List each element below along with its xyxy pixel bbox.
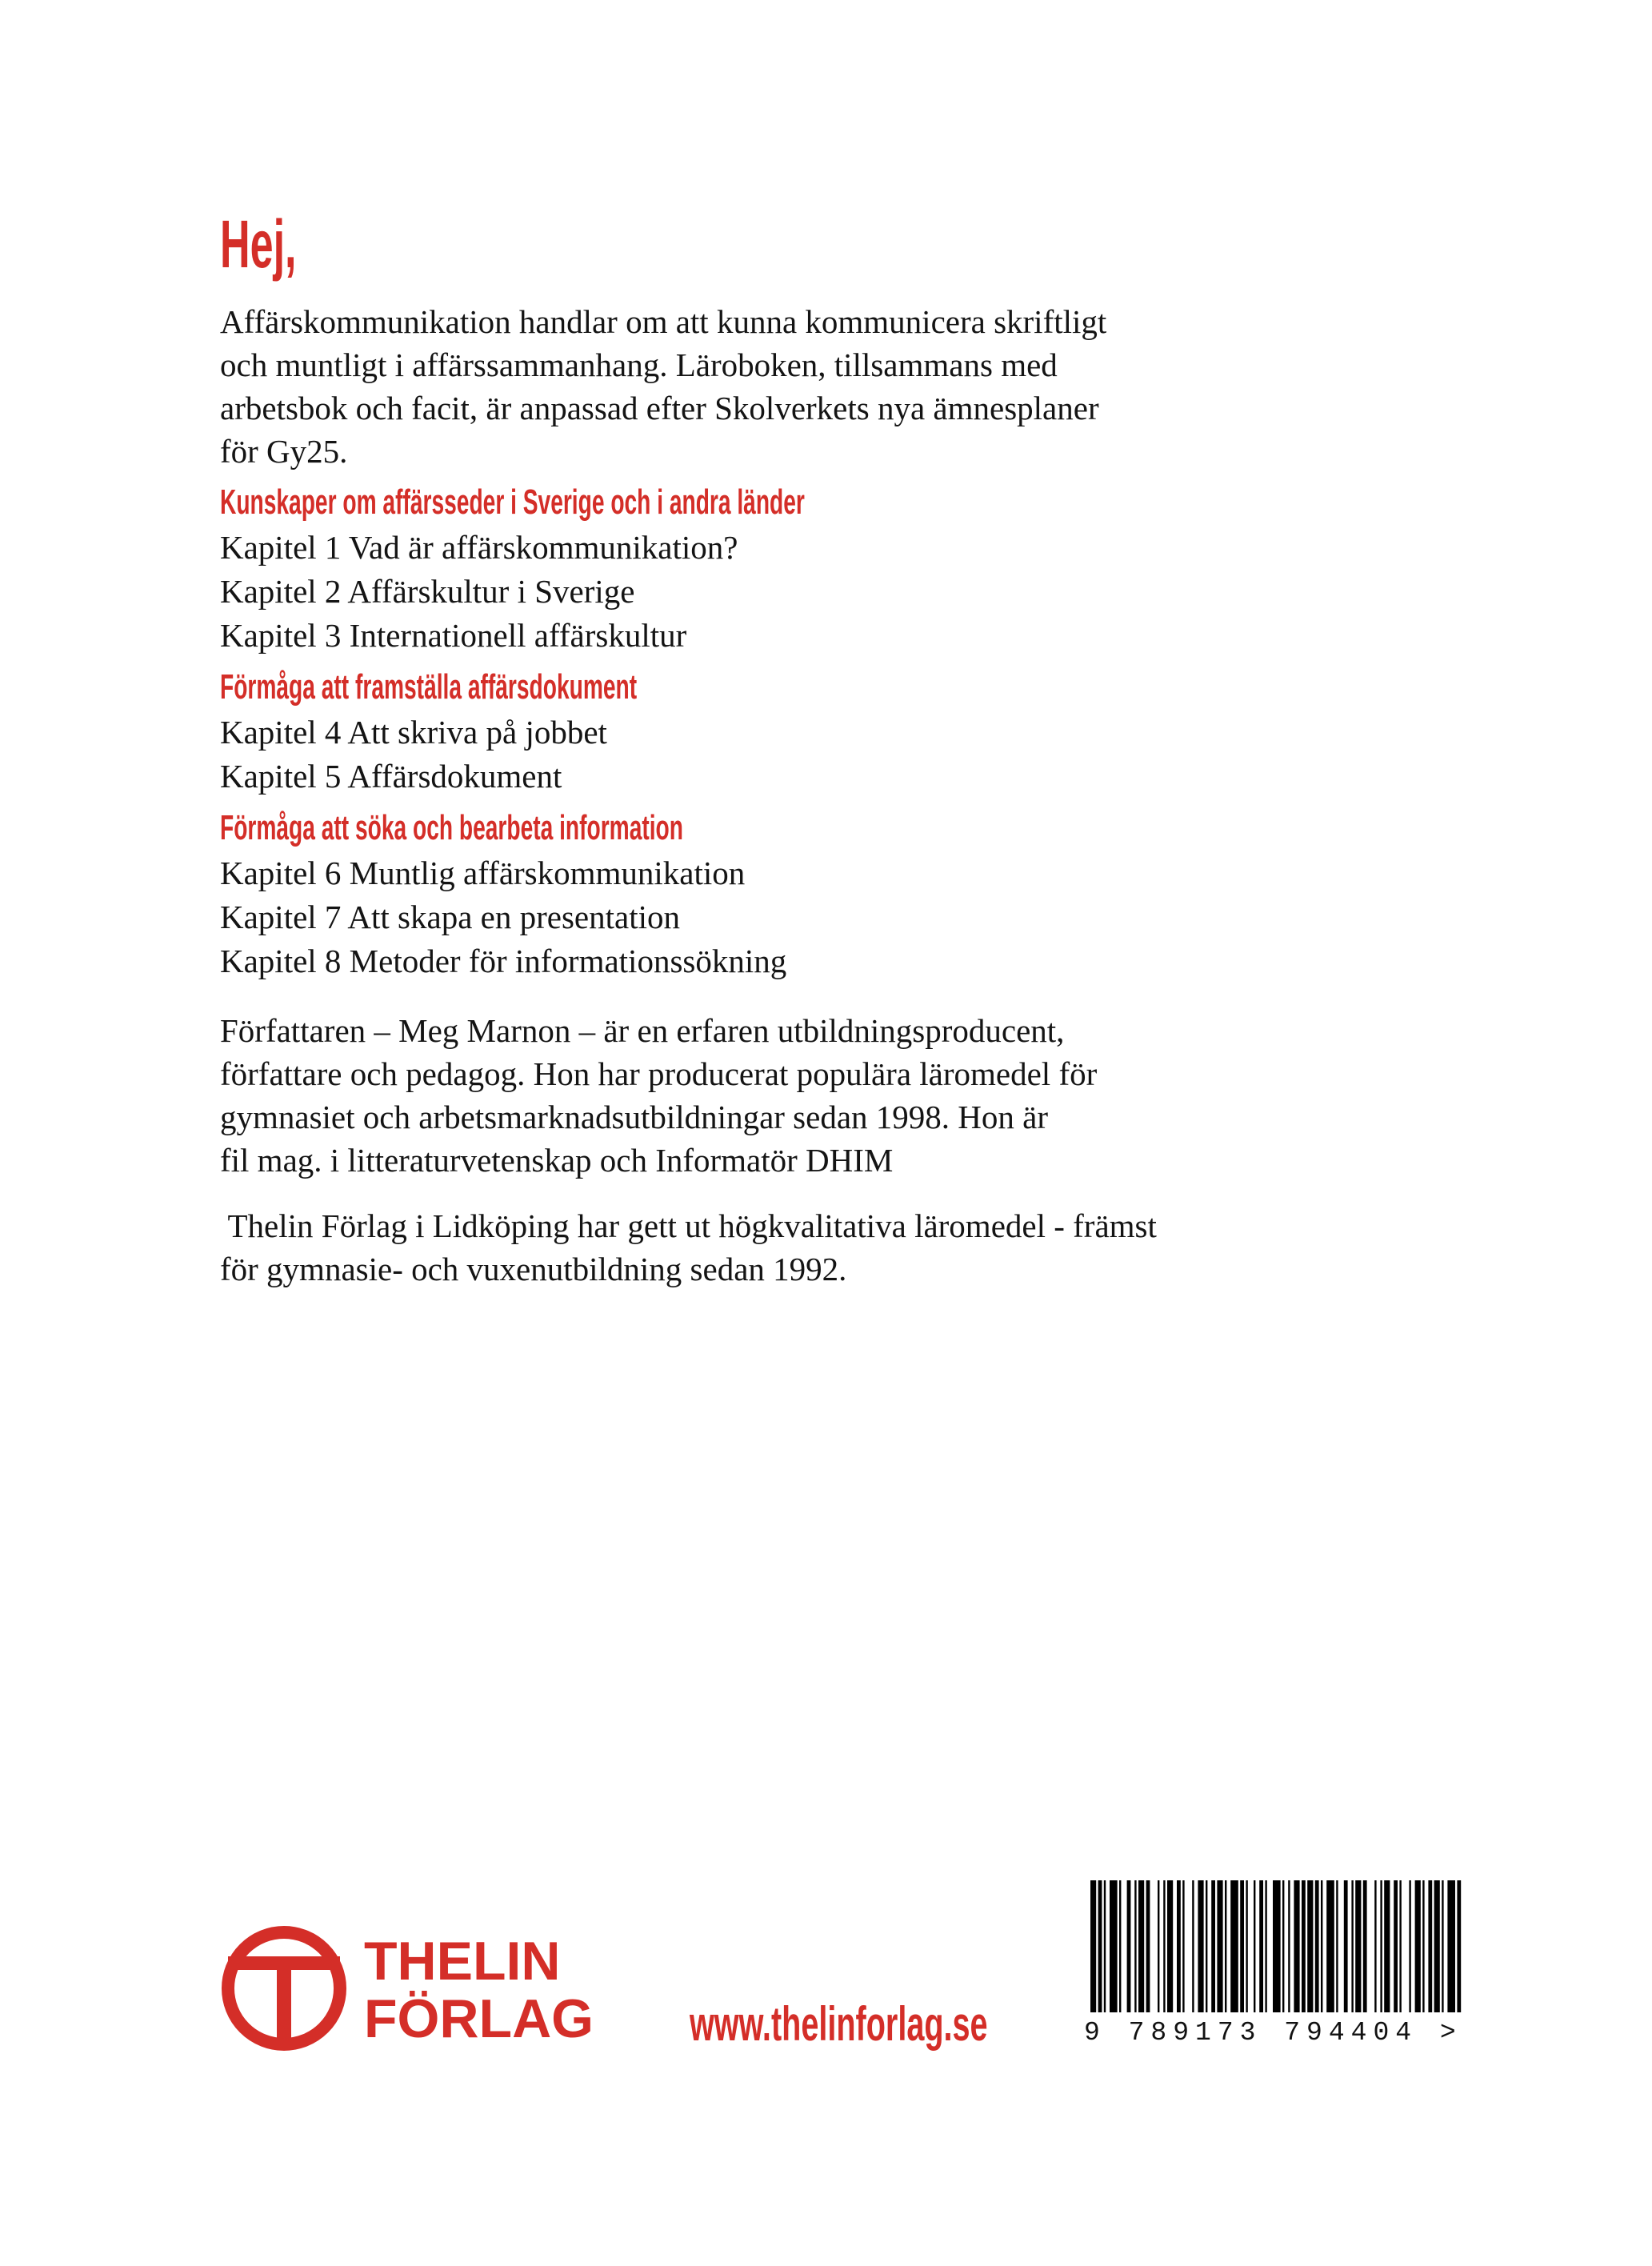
barcode-bar — [1428, 1880, 1432, 2012]
chapter-item: Kapitel 4 Att skriva på jobbet — [220, 714, 607, 751]
chapter-item: Kapitel 3 Internationell affärskultur — [220, 617, 687, 654]
author-line: Författaren – Meg Marnon – är en erfaren utbildningsproducent, — [220, 1012, 1065, 1049]
barcode-bar — [1192, 1880, 1194, 2012]
barcode-bar — [1182, 1880, 1184, 2012]
publisher-line: Thelin Förlag i Lidköping har gett ut högkvalitativa läromedel - främst — [220, 1207, 1157, 1244]
section-heading: Kunskaper om affärsseder i Sverige och i andra länder — [220, 482, 805, 522]
publisher-paragraph — [220, 1204, 1420, 1291]
chapter-item: Kapitel 7 Att skapa en presentation — [220, 899, 680, 935]
barcode-bar — [1326, 1880, 1334, 2012]
barcode-bar — [1090, 1880, 1096, 2012]
barcode-bar — [1273, 1880, 1281, 2012]
barcode-bar — [1363, 1880, 1367, 2012]
isbn-number: 9 789173 794404 > — [1084, 2018, 1462, 2048]
greeting-heading: Hej, — [220, 206, 297, 282]
barcode-bar — [1134, 1880, 1136, 2012]
barcode-bar — [1288, 1880, 1290, 2012]
section-information — [220, 805, 1420, 983]
barcode-bar — [1457, 1880, 1461, 2012]
barcode-bar — [1265, 1880, 1266, 2012]
barcode-bar — [1321, 1880, 1322, 2012]
barcode-bar — [1104, 1880, 1106, 2012]
barcode-bar — [1355, 1880, 1361, 2012]
intro-line: Affärskommunikation handlar om att kunna kommunicera skriftligt — [220, 303, 1107, 340]
barcode-bar — [1217, 1880, 1222, 2012]
barcode-bar — [1422, 1880, 1424, 2012]
logo-line-2: FÖRLAG — [364, 1988, 594, 2049]
barcode-bar — [1307, 1880, 1313, 2012]
barcode-bar — [1434, 1880, 1440, 2012]
barcode-bar — [1177, 1880, 1181, 2012]
barcode-bar — [1447, 1880, 1455, 2012]
barcode-bar — [1380, 1880, 1382, 2012]
barcode-bar — [1415, 1880, 1421, 2012]
barcode-bar — [1198, 1880, 1203, 2012]
barcode-bar — [1394, 1880, 1398, 2012]
barcode-bar — [1409, 1880, 1410, 2012]
barcode-bar — [1206, 1880, 1207, 2012]
barcode-bar — [1442, 1880, 1443, 2012]
barcode-bar — [1138, 1880, 1144, 2012]
chapter-item: Kapitel 5 Affärsdokument — [220, 758, 562, 795]
chapter-item: Kapitel 8 Metoder för informationssökning — [220, 943, 787, 979]
barcode-bar — [1384, 1880, 1390, 2012]
barcode-bar — [1146, 1880, 1150, 2012]
barcode-bar — [1225, 1880, 1226, 2012]
section-heading: Förmåga att söka och bearbeta information — [220, 808, 683, 847]
barcode-bar — [1098, 1880, 1102, 2012]
barcode-bar — [1294, 1880, 1299, 2012]
thelin-t-circle-logo-icon — [220, 1924, 348, 2052]
barcode-bar — [1336, 1880, 1338, 2012]
barcode-bar — [1119, 1880, 1121, 2012]
author-line: fil mag. i litteraturvetenskap och Informatör DHIM — [220, 1142, 894, 1179]
barcode-bar — [1230, 1880, 1238, 2012]
back-cover-text — [220, 204, 1420, 1291]
barcode-bar — [1211, 1880, 1215, 2012]
author-paragraph — [220, 1009, 1420, 1182]
barcode-bar — [1246, 1880, 1247, 2012]
website-link[interactable]: www.thelinforlag.se — [690, 1997, 988, 2051]
author-line: gymnasiet och arbetsmarknadsutbildningar sedan 1998. Hon är — [220, 1099, 1048, 1135]
barcode-bar — [1302, 1880, 1306, 2012]
author-line: författare och pedagog. Hon har producerat populära läromedel för — [220, 1055, 1098, 1092]
barcode-bar — [1163, 1880, 1165, 2012]
barcode-bar — [1259, 1880, 1263, 2012]
intro-line: arbetsbok och facit, är anpassad efter Skolverkets nya ämnesplaner — [220, 390, 1099, 426]
chapter-item: Kapitel 2 Affärskultur i Sverige — [220, 573, 635, 610]
barcode-bar — [1315, 1880, 1319, 2012]
chapter-item: Kapitel 6 Muntlig affärskommunikation — [220, 855, 746, 891]
intro-line: för Gy25. — [220, 433, 348, 470]
barcode-bar — [1110, 1880, 1118, 2012]
barcode-bar — [1282, 1880, 1284, 2012]
intro-paragraph — [220, 300, 1420, 473]
barcode-bar — [1127, 1880, 1131, 2012]
intro-line: och muntligt i affärssammanhang. Läroboken, tillsammans med — [220, 346, 1058, 383]
barcode-bar — [1240, 1880, 1244, 2012]
section-heading: Förmåga att framställa affärsdokument — [220, 667, 638, 707]
section-affarsdokument — [220, 664, 1420, 799]
barcode-bar — [1254, 1880, 1255, 2012]
barcode-bar — [1344, 1880, 1348, 2012]
barcode-bar — [1351, 1880, 1353, 2012]
publisher-line: för gymnasie- och vuxenutbildning sedan 1992. — [220, 1251, 847, 1287]
section-affarsseder — [220, 479, 1420, 658]
barcode-bar — [1374, 1880, 1376, 2012]
barcode-bar — [1167, 1880, 1173, 2012]
logo-wordmark — [364, 1932, 594, 2048]
logo-line-1: THELIN — [364, 1931, 561, 1992]
barcode-bars — [1084, 1880, 1468, 2016]
chapter-item: Kapitel 1 Vad är affärskommunikation? — [220, 529, 738, 566]
publisher-logo — [220, 1924, 636, 2052]
barcode-bar — [1158, 1880, 1159, 2012]
barcode-bar — [1399, 1880, 1401, 2012]
